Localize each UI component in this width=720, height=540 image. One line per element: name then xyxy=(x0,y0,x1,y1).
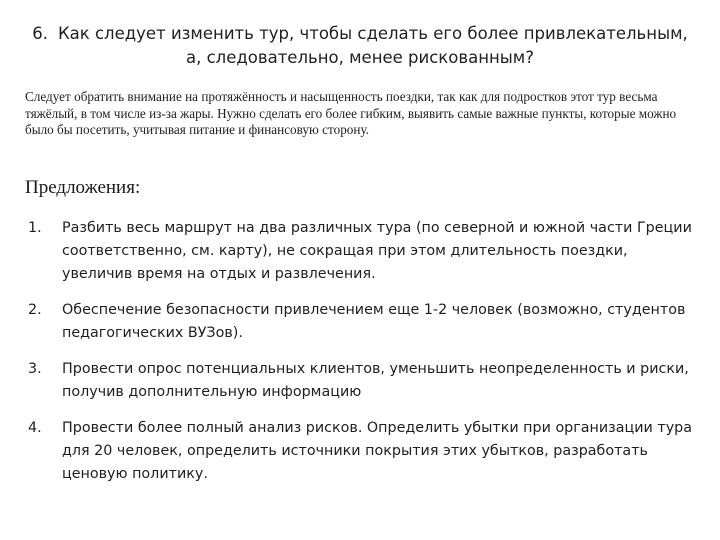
question-number: 6. xyxy=(32,24,48,43)
title-line-1 xyxy=(30,22,690,46)
intro-paragraph: Следует обратить внимание на протяжённость и насыщенность поездки, так как для подростков этот тур весьма тяжёлый, в том числе из-за жары. Нужно сделать его более гибким, выявить самые важные пункты, которые можно было бы посетить, учитывая питание и финансовую сторону. xyxy=(25,89,677,137)
list-item-number: 4. xyxy=(28,420,42,436)
question-title xyxy=(30,22,690,70)
list-item-text: Обеспечение безопасности привлечением еще 1-2 человек (возможно, студентов педагогических ВУЗов). xyxy=(62,302,686,341)
list-item-text: Провести опрос потенциальных клиентов, уменьшить неопределенность и риски, получив дополнительную информацию xyxy=(62,361,689,400)
list-item-text: Провести более полный анализ рисков. Определить убытки при организации тура для 20 человек, определить источники покрытия этих убытков, разработать ценовую политику. xyxy=(62,420,693,482)
proposals-list xyxy=(28,217,700,499)
list-item-number: 2. xyxy=(28,302,42,318)
list-item-number: 3. xyxy=(28,361,42,377)
list-item xyxy=(28,358,700,404)
list-item-text: Разбить весь маршрут на два различных тура (по северной и южной части Греции соответственно, см. карту), не сокращая при этом длительность поездки, увеличив время на отдых и развлечения. xyxy=(62,220,692,282)
title-line-1-text: Как следует изменить тур, чтобы сделать его более привлекательным, xyxy=(57,24,688,43)
proposals-heading: Предложения: xyxy=(25,177,141,198)
list-item xyxy=(28,299,700,345)
list-item xyxy=(28,417,700,486)
title-line-2: а, следовательно, менее рискованным? xyxy=(185,48,535,67)
list-item-number: 1. xyxy=(28,220,42,236)
list-item xyxy=(28,217,700,286)
